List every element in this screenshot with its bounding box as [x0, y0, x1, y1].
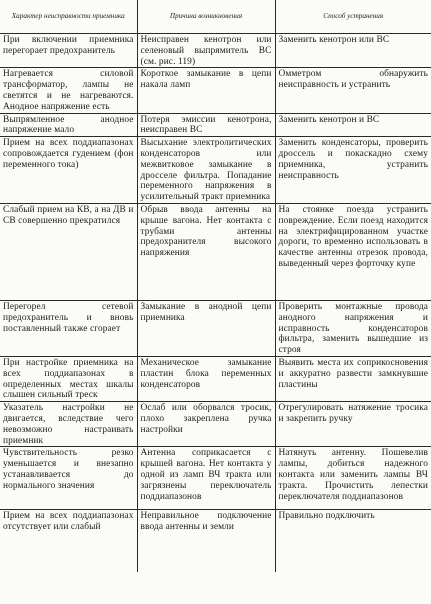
cause-cell: Потеря эмиссии кенотрона, неисправен ВС [137, 113, 275, 137]
cause-cell: Неисправен кенотрон или селеновый выпрямитель ВС (см. рис. 119) [137, 34, 275, 68]
cause-cell: Ослаб или оборвался тросик, плохо закреплена ручка настройки [137, 402, 275, 447]
table-body [0, 34, 431, 572]
remedy-cell: На стоянке поезда устранить повреждение. Если поезд находится на электрифицированном участке дороги, то временно использовать в качестве антенны отрезок провода, выведенный через форточку купе [275, 203, 431, 300]
remedy-cell: Правильно подключить [275, 510, 431, 572]
header-cause: Причина возникновения [137, 0, 275, 34]
remedy-cell: Отрегулировать натяжение тросика и закрепить ручку [275, 402, 431, 447]
remedy-cell: Проверить монтажные провода анодного напряжения и исправность конденсаторов фильтра, заменить вышедшие из строя [275, 300, 431, 356]
table-row [0, 402, 431, 447]
cause-cell: Обрыв ввода антенны на крыше вагона. Нет контакта с трубами антенны предохранителя высокого напряжения [137, 203, 275, 300]
symptom-cell: При включении приемника перегорает предохранитель [0, 34, 137, 68]
table-row [0, 447, 431, 510]
remedy-cell: Заменить кенотрон и ВС [275, 113, 431, 137]
cause-cell: Короткое замыкание в цепи накала ламп [137, 68, 275, 113]
symptom-cell: При настройке приемника на всех поддиапазонах в определенных местах шкалы слышен сильный треск [0, 356, 137, 401]
header-row [0, 0, 431, 34]
remedy-cell: Заменить кенотрон или ВС [275, 34, 431, 68]
table-row [0, 113, 431, 137]
symptom-cell: Нагревается силовой трансформатор, лампы не светятся и не нагреваются. Анодное напряжение есть [0, 68, 137, 113]
table-row [0, 203, 431, 300]
header-symptom: Характер неисправности приемника [0, 0, 137, 34]
cause-cell: Антенна соприкасается с крышей вагона. Нет контакта у одной из ламп ВЧ тракта или загрязнены переключатель поддиапазонов [137, 447, 275, 510]
remedy-cell: Заменить конденсаторы, проверить дроссель и покаскадно схему приемника, устранить неисправность [275, 137, 431, 204]
table-row [0, 300, 431, 356]
cause-cell: Замыкание в анодной цепи приемника [137, 300, 275, 356]
table-row [0, 356, 431, 401]
remedy-cell: Выявить места их соприкосновения и аккуратно развести замкнувшие пластины [275, 356, 431, 401]
remedy-cell: Натянуть антенну. Пошевелив лампы, добиться надежного контакта или заменить лампы ВЧ тракта. Прочистить лепестки переключателя поддиапазонов [275, 447, 431, 510]
remedy-cell: Омметром обнаружить неисправность и устранить [275, 68, 431, 113]
table-row [0, 137, 431, 204]
symptom-cell: Указатель настройки не двигается, вследствие чего невозможно настраивать приемник [0, 402, 137, 447]
symptom-cell: Выпрямленное анодное напряжение мало [0, 113, 137, 137]
table-header [0, 0, 431, 34]
table-row [0, 510, 431, 572]
table-row [0, 34, 431, 68]
symptom-cell: Прием на всех поддиапазонах сопровождается гудением (фон переменного тока) [0, 137, 137, 204]
symptom-cell: Прием на всех поддиапазонах отсутствует или слабый [3, 511, 134, 533]
cause-cell: Неправильное подключение ввода антенны и земли [137, 510, 275, 572]
cause-cell: Высыхание электролитических конденсаторов или межвитковое замыкание в дросселе фильтра. Попадание переменного напряжения в усилительный тракт приемника [137, 137, 275, 204]
cause-cell: Механическое замыкание пластин блока переменных конденсаторов [137, 356, 275, 401]
symptom-cell: Слабый прием на КВ, а на ДВ и СВ совершенно прекратился [0, 203, 137, 300]
header-remedy: Способ устранения [275, 0, 431, 34]
symptom-cell: Перегорел сетевой предохранитель и вновь поставленный также сгорает [0, 300, 137, 356]
table-row [0, 68, 431, 113]
symptom-cell: Чувствительность резко уменьшается и внезапно устанавливается до нормального значения [0, 447, 137, 510]
